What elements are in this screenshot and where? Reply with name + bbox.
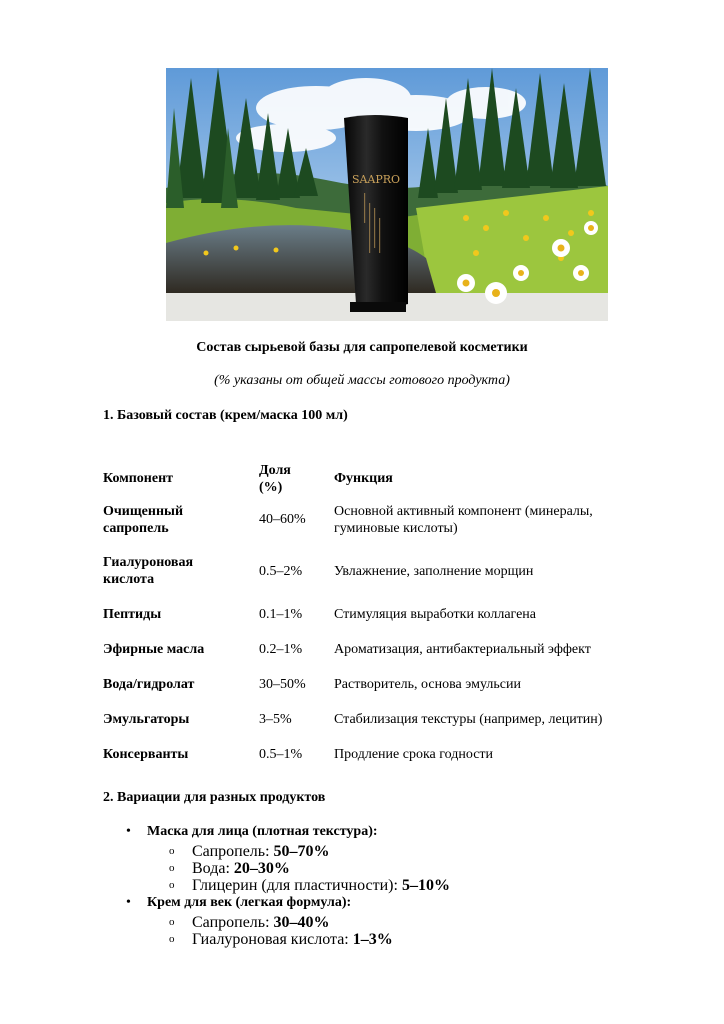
list-item [169,931,393,948]
header-function: Функция [334,471,393,486]
item-name: Сапропель: [192,914,274,931]
row-share: 0.1–1% [259,607,303,622]
list-item [169,877,450,894]
item-name: Глицерин (для пластичности): [192,877,402,894]
list-item [169,843,330,860]
item-name: Гиалуроновая кислота: [192,931,353,948]
row-share: 3–5% [259,712,292,727]
row-share: 30–50% [259,677,306,692]
header-component: Компонент [103,471,174,486]
row-share: 40–60% [259,512,306,527]
row-function: Основной активный компонент (минералы, гуминовые кислоты) [334,504,593,536]
list-item [126,894,646,911]
row-component: Гиалуроновая кислота [103,555,194,587]
variant-label: Крем для век (легкая формула): [147,895,352,910]
item-value: 5–10% [401,877,450,894]
circle-bullet-icon: o [169,862,175,874]
variants-list [126,823,646,840]
list-item [169,860,290,877]
row-function: Увлажнение, заполнение морщин [334,564,534,579]
circle-bullet-icon: o [169,916,175,928]
row-function: Ароматизация, антибактериальный эффект [334,642,591,657]
item-name: Сапропель: [192,843,274,860]
circle-bullet-icon: o [169,845,175,857]
row-function: Стабилизация текстуры (например, лецитин) [334,712,603,727]
item-name: Вода: [192,860,234,877]
row-component: Консерванты [103,747,189,762]
bullet-icon: • [126,824,131,839]
row-component: Очищенный сапропель [103,504,184,536]
circle-bullet-icon: o [169,879,175,891]
list-item [126,823,646,840]
document-title: Состав сырьевой базы для сапропелевой косметики [196,340,528,355]
row-component: Эмульгаторы [103,712,190,727]
item-value: 50–70% [273,843,330,860]
row-share: 0.5–2% [259,564,303,579]
document-note: (% указаны от общей массы готового продукта) [214,373,510,388]
row-share: 0.2–1% [259,642,303,657]
row-function: Продление срока годности [334,747,494,762]
row-component: Вода/гидролат [103,677,195,692]
row-share: 0.5–1% [259,747,303,762]
list-item [169,914,330,931]
circle-bullet-icon: o [169,933,175,945]
item-value: 30–40% [273,914,330,931]
row-component: Пептиды [103,607,162,622]
bullet-icon: • [126,895,131,910]
header-share: Доля (%) [259,463,291,495]
brand-text: SAAPRO [351,173,401,186]
variants-list [126,894,646,911]
item-value: 20–30% [233,860,290,877]
row-component: Эфирные масла [103,642,205,657]
hero-image [166,68,608,321]
section-1-heading: 1. Базовый состав (крем/маска 100 мл) [103,408,348,423]
item-value: 1–3% [352,931,393,948]
row-function: Стимуляция выработки коллагена [334,607,537,622]
variant-label: Маска для лица (плотная текстура): [147,824,378,839]
section-2-heading: 2. Вариации для разных продуктов [103,790,326,805]
row-function: Растворитель, основа эмульсии [334,677,521,692]
